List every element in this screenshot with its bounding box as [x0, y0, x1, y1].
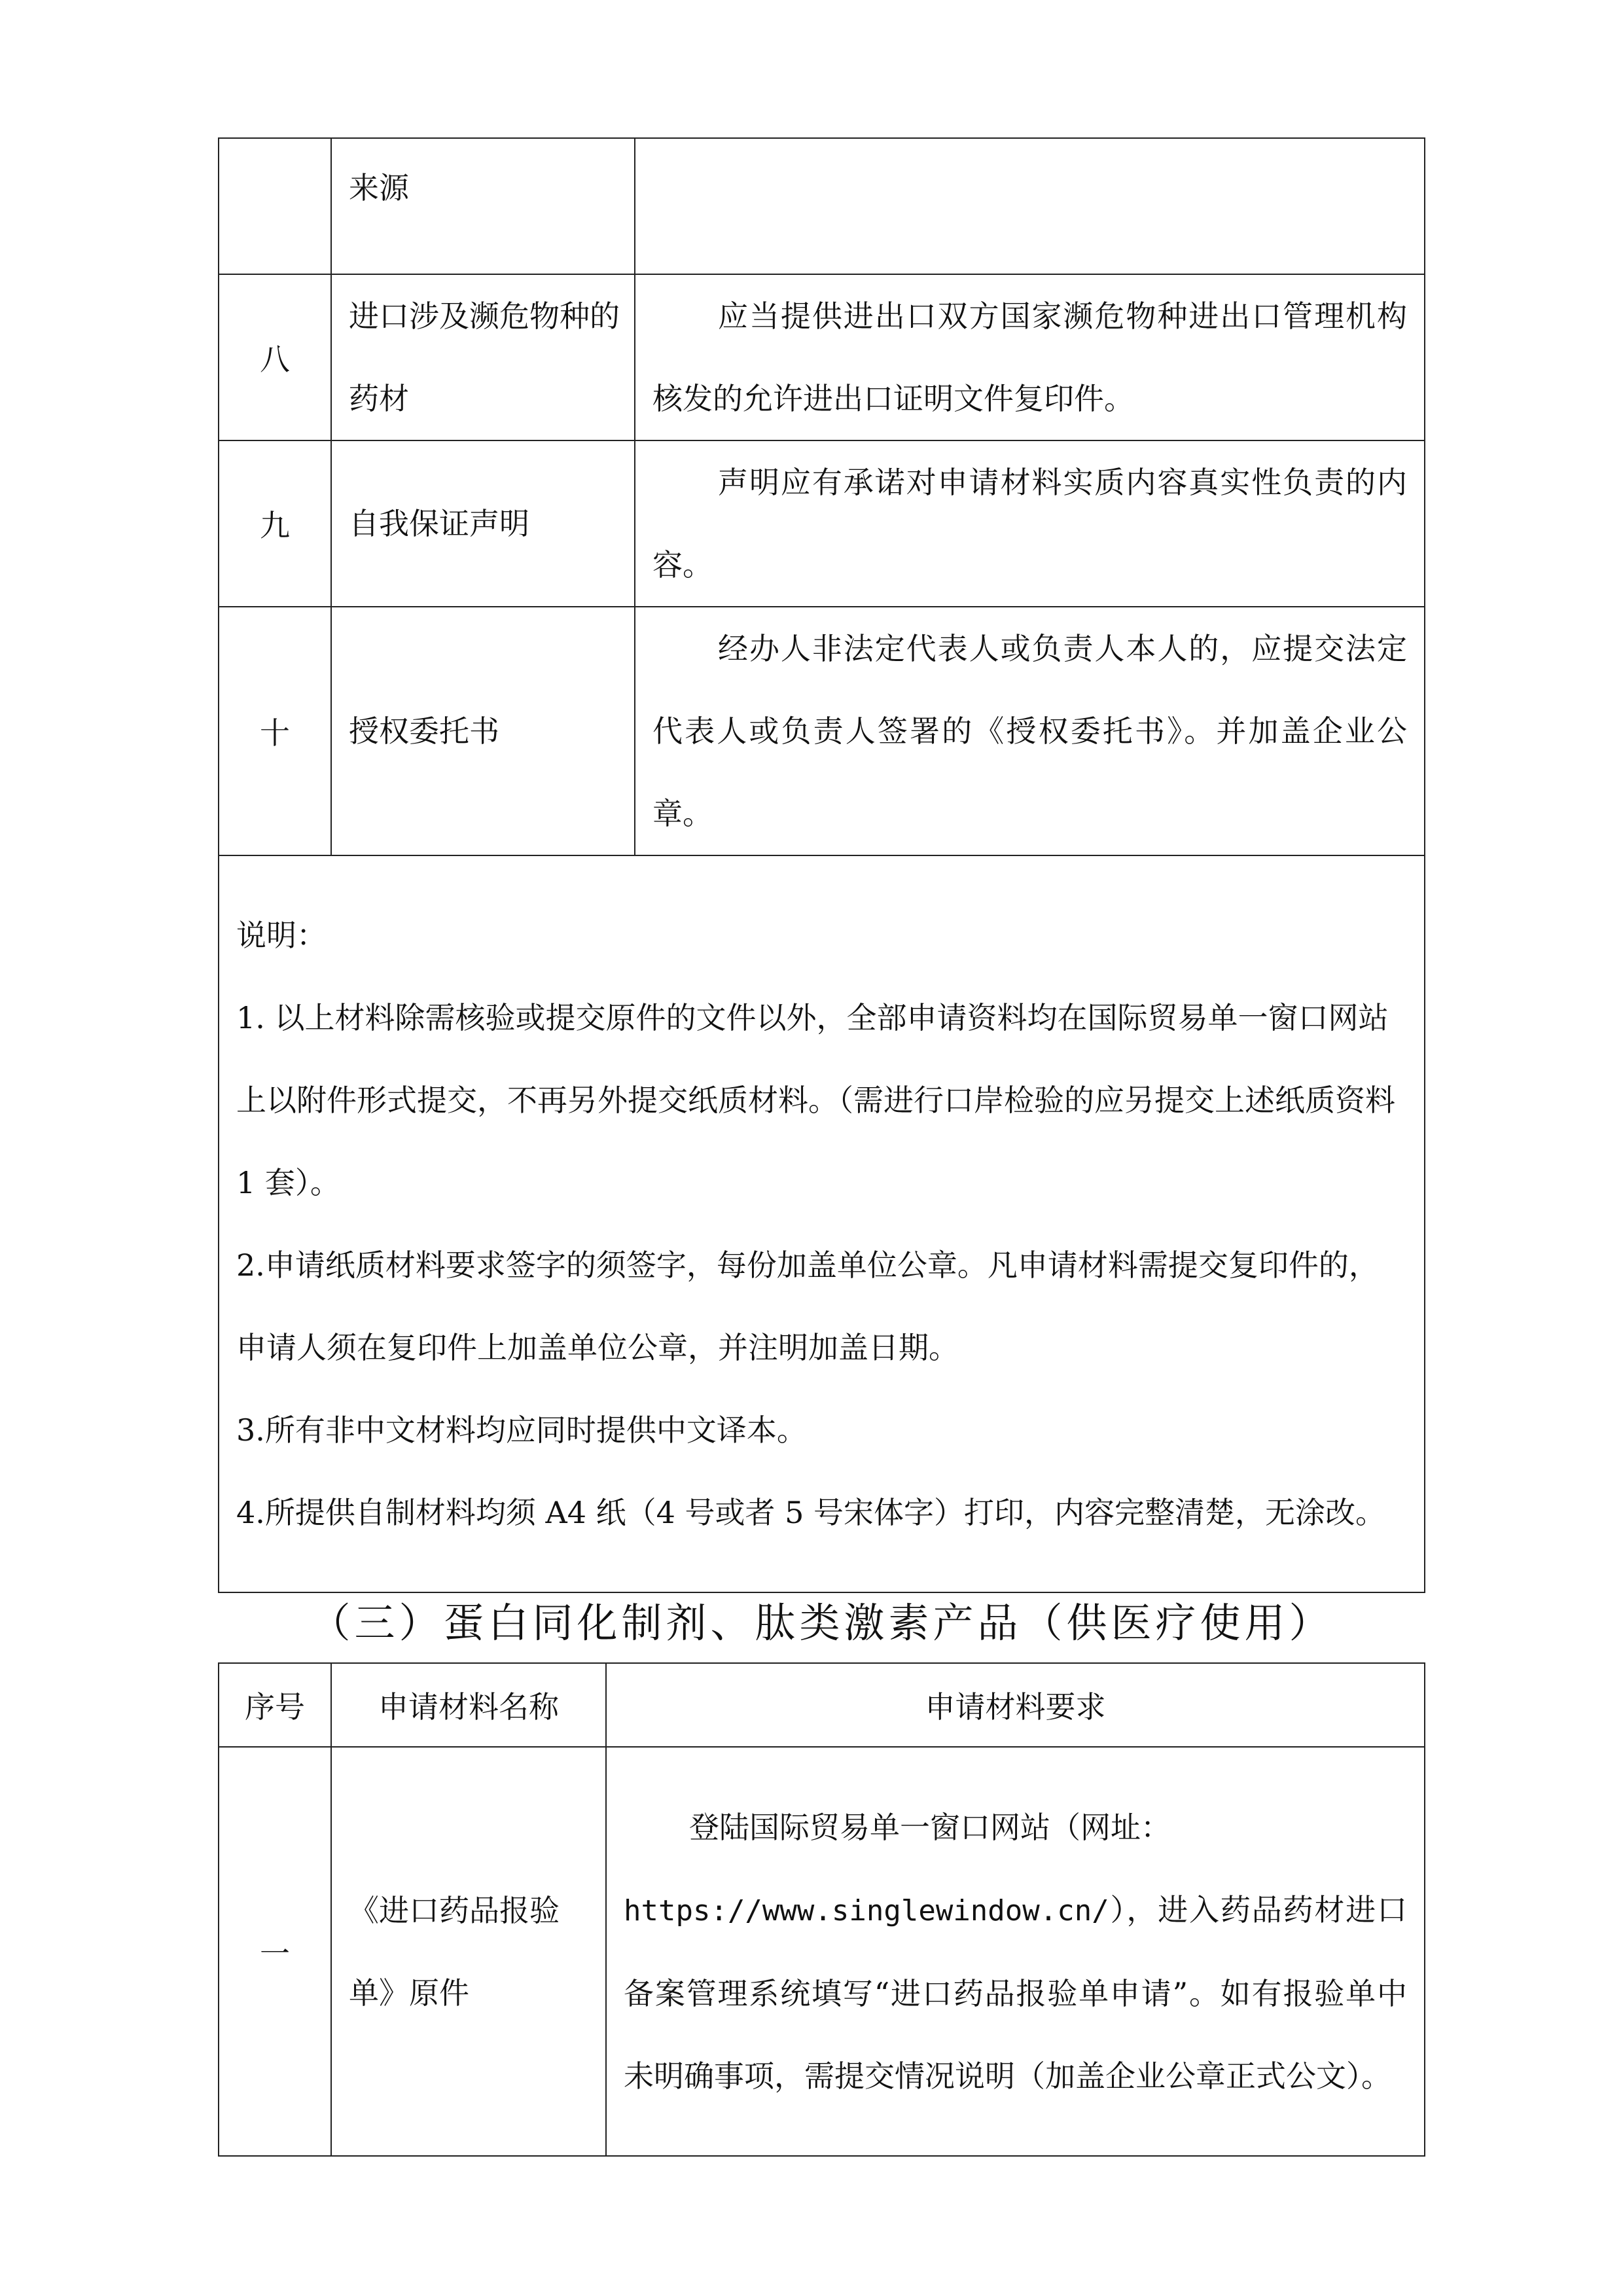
requirement-text: 经办人非法定代表人或负责人本人的，应提交法定代表人或负责人签署的《授权委托书》。并加盖企业公章。 — [652, 631, 1407, 831]
note-item: 4.所提供自制材料均须 A4 纸（4 号或者 5 号宋体字）打印，内容完整清楚，无涂改。 — [236, 1495, 1386, 1530]
notes-title: 说明： — [236, 918, 327, 953]
material-requirement — [635, 607, 1425, 855]
requirement-text: 声明应有承诺对申请材料实质内容真实性负责的内容。 — [652, 465, 1407, 583]
header-material-requirement: 申请材料要求 — [606, 1663, 1425, 1747]
table-row — [219, 607, 1425, 855]
header-material-name: 申请材料名称 — [331, 1663, 606, 1747]
table-row — [219, 1747, 1425, 2156]
material-requirement — [635, 440, 1425, 607]
note-item: 3.所有非中文材料均应同时提供中文译本。 — [236, 1412, 807, 1448]
note-item: 2.申请纸质材料要求签字的须签字，每份加盖单位公章。凡申请材料需提交复印件的，申请人须在复印件上加盖单位公章，并注明加盖日期。 — [236, 1247, 1379, 1365]
material-name: 授权委托书 — [331, 607, 635, 855]
table-row — [219, 274, 1425, 440]
section-heading: （三）蛋白同化制剂、肽类激素产品（供医疗使用） — [310, 1599, 1334, 1647]
material-name: 进口涉及濒危物种的药材 — [331, 274, 635, 440]
website-url: https://www.singlewindow.cn/ — [624, 1893, 1109, 1928]
materials-table-continued — [218, 137, 1425, 1593]
material-requirement — [606, 1747, 1425, 2156]
notes-row — [219, 855, 1425, 1592]
materials-table — [218, 1662, 1425, 2157]
note-item: 1. 以上材料除需核验或提交原件的文件以外，全部申请资料均在国际贸易单一窗口网站上以附件形式提交，不再另外提交纸质材料。（需进行口岸检验的应另提交上述纸质资料 1 套）。 — [236, 1000, 1395, 1200]
table-row — [219, 138, 1425, 274]
row-number: 十 — [219, 607, 331, 855]
notes-cell — [219, 855, 1425, 1592]
row-number: 九 — [219, 440, 331, 607]
material-name: 自我保证声明 — [331, 440, 635, 607]
material-name: 来源 — [331, 138, 635, 274]
table-header-row — [219, 1663, 1425, 1747]
requirement-text: 应当提供进出口双方国家濒危物种进出口管理机构核发的允许进出口证明文件复印件。 — [652, 298, 1407, 416]
material-requirement — [635, 138, 1425, 274]
table-row — [219, 440, 1425, 607]
row-number: 一 — [219, 1747, 331, 2156]
row-number — [219, 138, 331, 274]
requirement-text: 登陆国际贸易单一窗口网站（网址： — [689, 1809, 1171, 1845]
material-name: 《进口药品报验单》原件 — [331, 1747, 606, 2156]
row-number: 八 — [219, 274, 331, 440]
requirement-text-continued: ），进入药品药材进口备案管理系统填写“进口药品报验单申请”。如有报验单中未明确事项，需提交情况说明（加盖企业公章正式公文）。 — [624, 1892, 1407, 2094]
material-requirement — [635, 274, 1425, 440]
header-number: 序号 — [219, 1663, 331, 1747]
